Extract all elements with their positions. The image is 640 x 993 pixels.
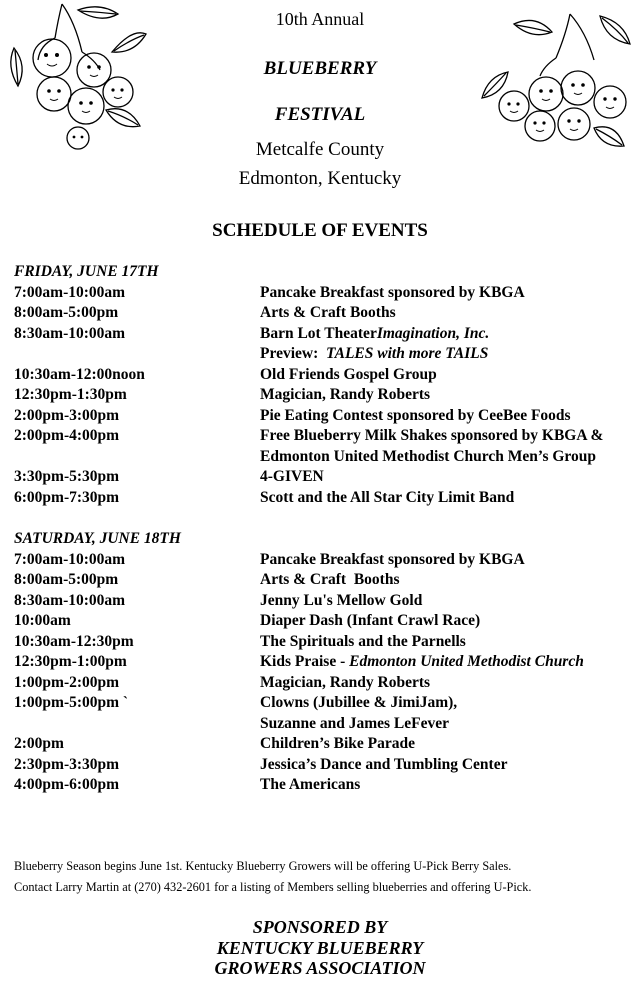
event-time [14, 344, 260, 365]
event-time: 8:00am-5:00pm [14, 571, 119, 588]
event-text-italic: TALES with more TAILS [326, 345, 489, 362]
saturday-title: SATURDAY, JUNE 18TH [14, 530, 181, 547]
event-text: Children’s Bike Parade [260, 735, 416, 752]
contact-note: Contact Larry Martin at (270) 432-2601 for a listing of Members selling blueberries and offering U-Pick. [14, 880, 532, 894]
event-description [260, 591, 634, 612]
event-time: 7:00am-10:00am [14, 283, 126, 301]
event-description [260, 673, 634, 694]
event-time: 12:30pm-1:00pm [14, 653, 127, 670]
event-row [14, 632, 634, 653]
event-description [260, 550, 634, 571]
event-text: Pie Eating Contest sponsored by CeeBee Foods [260, 406, 571, 424]
event-row [14, 385, 634, 406]
event-description [260, 426, 634, 447]
event-description [260, 755, 634, 776]
event-text: Jenny Lu's Mellow Gold [260, 591, 423, 609]
season-note: Blueberry Season begins June 1st. Kentucky Blueberry Growers will be offering U-Pick Berry Sales. [14, 859, 512, 873]
sponsor-line1: SPONSORED BY [252, 917, 388, 937]
event-row [14, 673, 634, 694]
event-description [260, 714, 634, 735]
event-time: 3:30pm-5:30pm [14, 468, 120, 485]
event-time: 2:30pm-3:30pm [14, 755, 120, 773]
event-text: Arts & Craft Booths [260, 571, 400, 588]
event-text: Scott and the All Star City Limit Band [260, 488, 515, 506]
event-row [14, 570, 634, 591]
event-description [260, 324, 634, 345]
festival-title-line1: BLUEBERRY [263, 58, 377, 79]
event-time: 1:00pm-5:00pm ` [14, 694, 129, 711]
event-text: The Spirituals and the Parnells [260, 632, 466, 650]
event-time: 4:00pm-6:00pm [14, 776, 120, 793]
event-time: 7:00am-10:00am [14, 550, 126, 568]
event-row [14, 426, 634, 447]
edition-label: 10th Annual [275, 9, 365, 29]
event-text: Pancake Breakfast sponsored by KBGA [260, 283, 525, 301]
blueberry-cluster-right-illustration [474, 10, 640, 158]
schedule-heading: SCHEDULE OF EVENTS [212, 220, 428, 241]
event-text: Old Friends Gospel Group [260, 365, 437, 383]
event-row [14, 365, 634, 386]
event-description [260, 303, 634, 324]
sponsor-line2: KENTUCKY BLUEBERRY [216, 937, 424, 958]
event-time: 8:00am-5:00pm [14, 304, 119, 321]
event-row [14, 406, 634, 427]
event-description [260, 652, 634, 673]
event-row [14, 775, 634, 796]
event-row [14, 611, 634, 632]
event-row [14, 447, 634, 468]
event-time: 1:00pm-2:00pm [14, 673, 120, 691]
event-description [260, 734, 634, 755]
sponsor-line3: GROWERS ASSOCIATION [214, 958, 426, 978]
event-time: 10:30am-12:00noon [14, 365, 145, 383]
event-time: 2:00pm-3:00pm [14, 406, 120, 424]
friday-schedule [14, 262, 634, 508]
event-time: 2:00pm [14, 735, 64, 752]
event-description [260, 365, 634, 386]
event-time [14, 447, 260, 468]
event-description [260, 283, 634, 304]
event-text: 4-GIVEN [260, 468, 324, 485]
event-description [260, 775, 634, 796]
event-row [14, 488, 634, 509]
event-text-italic: Edmonton United Methodist Church [349, 653, 584, 670]
saturday-schedule [14, 529, 634, 796]
event-row [14, 550, 634, 571]
event-description [260, 385, 634, 406]
event-description [260, 570, 634, 591]
event-time: 6:00pm-7:30pm [14, 488, 120, 506]
event-row [14, 591, 634, 612]
event-text-italic: Imagination, Inc. [376, 324, 490, 342]
event-time: 8:30am-10:00am [14, 324, 126, 342]
event-row [14, 755, 634, 776]
event-row [14, 303, 634, 324]
event-row [14, 714, 634, 735]
event-description [260, 488, 634, 509]
friday-events-list [14, 283, 634, 509]
event-description [260, 406, 634, 427]
event-text: Jessica’s Dance and Tumbling Center [260, 755, 508, 773]
event-description [260, 344, 634, 365]
event-text: Barn Lot Theater [260, 324, 377, 342]
event-time: 8:30am-10:00am [14, 591, 126, 609]
event-text: The Americans [260, 776, 361, 793]
event-row [14, 734, 634, 755]
event-row [14, 652, 634, 673]
event-text: Clowns (Jubillee & JimiJam), [260, 694, 458, 711]
event-text: Preview: [260, 345, 326, 362]
event-text: Kids Praise - [260, 653, 350, 670]
event-text: Arts & Craft Booths [260, 304, 396, 321]
event-row [14, 283, 634, 304]
saturday-events-list [14, 550, 634, 796]
event-text: Magician, Randy Roberts [260, 673, 431, 691]
event-row [14, 467, 634, 488]
event-text: Free Blueberry Milk Shakes sponsored by KBGA & [260, 427, 604, 444]
event-text: Pancake Breakfast sponsored by KBGA [260, 550, 525, 568]
event-time [14, 714, 260, 735]
event-text: Edmonton United Methodist Church Men’s Group [260, 447, 597, 465]
county-label: Metcalfe County [255, 139, 385, 160]
event-description [260, 447, 634, 468]
event-text: Suzanne and James LeFever [260, 714, 450, 732]
event-description [260, 632, 634, 653]
event-description [260, 467, 634, 488]
event-description [260, 693, 634, 714]
city-label: Edmonton, Kentucky [238, 168, 402, 189]
event-time: 12:30pm-1:30pm [14, 386, 127, 403]
event-row [14, 324, 634, 345]
event-time: 10:00am [14, 612, 71, 629]
friday-title: FRIDAY, JUNE 17TH [14, 263, 159, 280]
event-text: Diaper Dash (Infant Crawl Race) [260, 612, 481, 629]
event-row [14, 693, 634, 714]
event-text: Magician, Randy Roberts [260, 386, 431, 403]
event-description [260, 611, 634, 632]
festival-title-line2: FESTIVAL [274, 104, 366, 125]
event-time: 10:30am-12:30pm [14, 632, 134, 650]
event-row [14, 344, 634, 365]
event-time: 2:00pm-4:00pm [14, 427, 120, 444]
